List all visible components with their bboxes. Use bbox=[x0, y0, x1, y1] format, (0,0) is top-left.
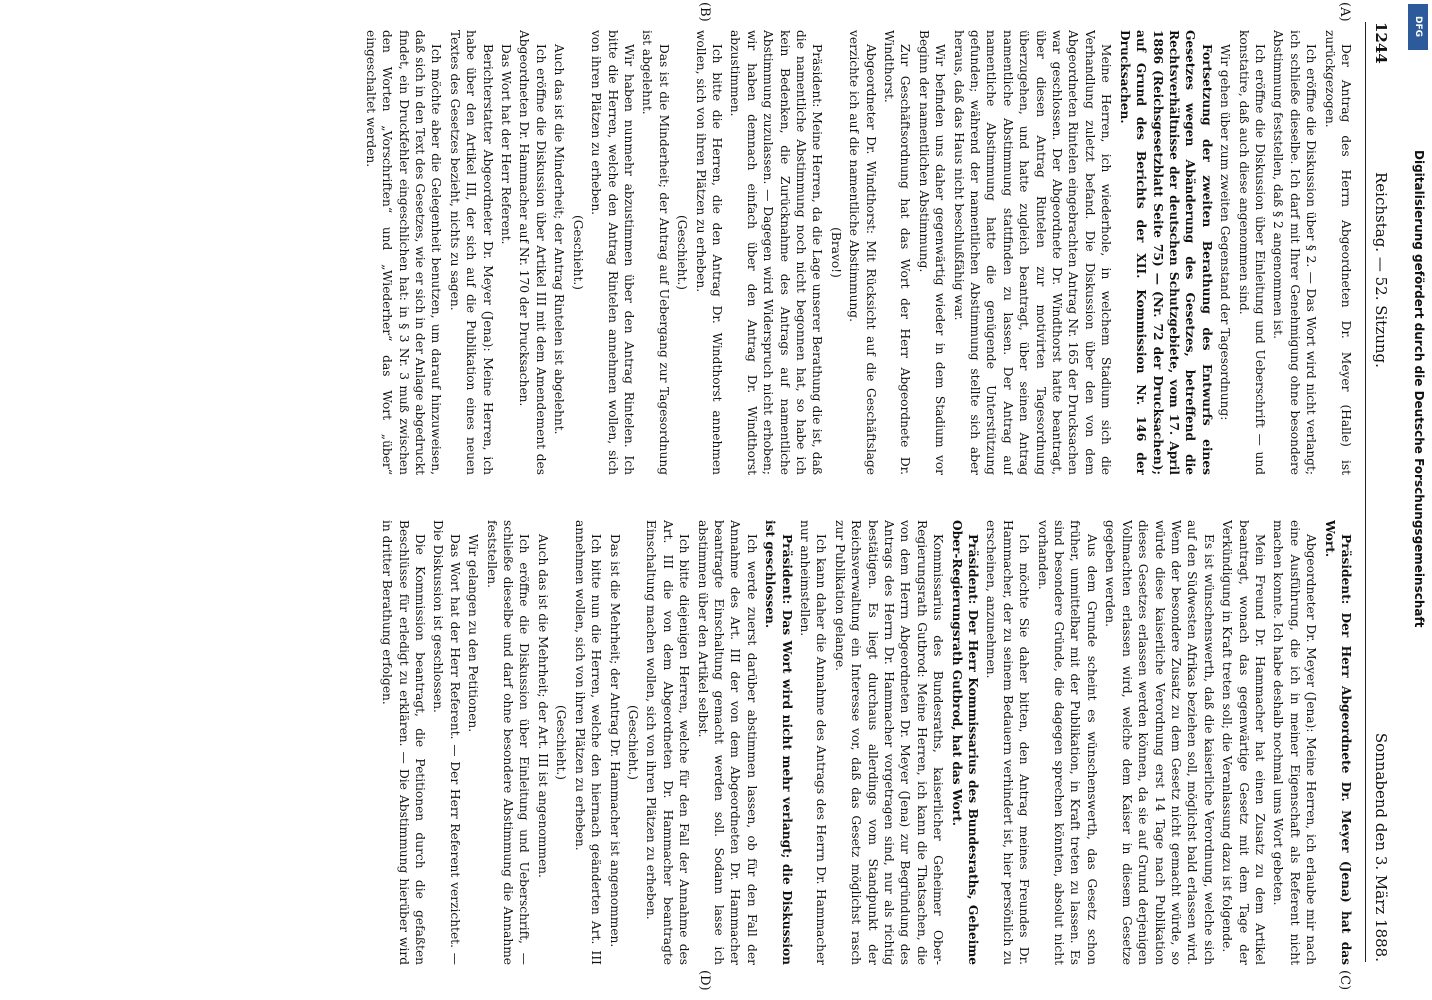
paragraph: Ich bitte diejenigen Herren, welche für den Fall der Annahme des Art. III die von dem Abgeordneten Dr. Hammacher beantragte Einschaltung machen wollen, sich von ihren Plätzen zu erheben. bbox=[644, 520, 692, 965]
left-column bbox=[44, 30, 1354, 475]
paragraph: Präsident: Der Herr Abgeordnete Dr. Meyer (Jena) hat das Wort. bbox=[1322, 520, 1353, 965]
paragraph: Kommissarius des Bundesraths, kaiserlicher Geheimer Ober-Regierungsrath Gutbrod: Meine Herren, ich kann die Thatsachen, die von dem Herrn Abgeordneten Dr. Meyer (Jena) zur Begründung des Antrags des Herrn Dr. Hammacher vorgetragen sind, nur als richtig bestätigen. Es liegt durchaus allerdings vom Standpunkt der Reichsverwaltung ein Interesse vor, daß das Gesetz möglichst rasch zur Publikation gelange. bbox=[832, 520, 946, 965]
paragraph: Wir haben nunmehr abzustimmen über den Antrag Rintelen. Ich bitte die Herren, welche den Antrag Rintelen annehmen wollen, sich von ihren Plätzen zu erheben. bbox=[589, 30, 636, 475]
paragraph: Fortsetzung der zweiten Berathung des Entwurfs eines Gesetzes wegen Abänderung des Gesetzes, betreffend die Rechtsverhältnisse der deutschen Schutzgebiete, vom 17. April 1886 (Reichsgesetzblatt Seite 75) — (Nr. 72 der Drucksachen); auf Grund des Berichts der XII. Kommission Nr. 146 der Drucksachen. bbox=[1117, 30, 1214, 475]
paragraph: Meine Herren, ich wiederhole, in welchem Stadium sich die Verhandlung zuletzt befand. Die Diskussion über den von dem Abgeordneten Rintelen eingebrachten Antrag Nr. 165 der Drucksachen war geschlossen. Der Abgeordnete Dr. Windthorst hatte beantragt, über diesen Antrag Rintelen zur motivirten Tagesordnung überzugehen, und hatte zugleich beantragt, über seinen Antrag namentliche Abstimmung stattfinden zu lassen. Der Antrag auf namentliche Abstimmung hatte die genügende Unterstützung gefunden; während der namentlichen Abstimmung stellte sich aber heraus, daß das Haus nicht beschlußfähig war. bbox=[951, 30, 1114, 475]
paragraph: Abgeordneter Dr. Windthorst: Mit Rücksicht auf die Geschäftslage verzichte ich auf die namentliche Abstimmung. bbox=[847, 30, 878, 475]
paragraph: Auch das ist die Mehrheit; der Art. III ist angenommen. bbox=[535, 534, 550, 878]
paragraph: Wir befinden uns daher gegenwärtig wieder in dem Stadium vor Beginn der namentlichen Abstimmung. bbox=[916, 30, 948, 475]
margin-marker-b: (B) bbox=[697, 2, 712, 22]
paragraph: Abgeordneter Dr. Meyer (Jena): Meine Herren, ich erlaube mir nach eine Ausführung, die ich in meiner Eigenschaft als Referent nicht machen konnte. Ich habe deshalb nochmal ums Wort gebeten. bbox=[1271, 520, 1319, 965]
margin-marker-c: (C) bbox=[1337, 970, 1352, 991]
paragraph: (Geschieht.) bbox=[570, 214, 585, 291]
paragraph: (Bravo!) bbox=[828, 227, 843, 278]
paragraph: Ich möchte Sie daher bitten, den Antrag meines Freundes Dr. Hammacher, der zu seinem Bedauern verhindert ist, hier persönlich zu erscheinen, anzunehmen. bbox=[984, 520, 1032, 965]
header-title: Reichstag. — 52. Sitzung. bbox=[1372, 172, 1390, 368]
dfg-sidebar bbox=[1404, 0, 1432, 1000]
paragraph: Wir gelangen zu den Petitionen. bbox=[466, 534, 481, 733]
margin-marker-d: (D) bbox=[697, 970, 712, 991]
header-date: Sonnabend den 3. März 1888. bbox=[1372, 732, 1390, 962]
margin-marker-a: (A) bbox=[1337, 2, 1352, 22]
paragraph: Das Wort hat der Herr Referent. — Der Herr Referent verzichtet. — Die Diskussion ist geschlossen. bbox=[431, 520, 462, 965]
funding-notice: Digitalisierung gefördert durch die Deutsche Forschungsgemeinschaft bbox=[1412, 150, 1426, 628]
paragraph: Mein Freund Dr. Hammacher hat einen Zusatz zu dem Artikel beantragt, wonach das gegenwärtige Gesetz mit dem Tage der Verkündigung in Kraft treten soll; die Veranlassung dazu ist folgende. bbox=[1220, 520, 1267, 965]
running-header bbox=[1365, 22, 1396, 962]
paragraph: Das ist die Minderheit; der Antrag auf Uebergang zur Tagesordnung ist abgelehnt. bbox=[640, 30, 671, 475]
paragraph: Präsident: Meine Herren, da die Lage unserer Berathung die ist, daß die namentliche Abstimmung noch nicht begonnen hat, so habe ich kein Bedenken, die Zurücknahme des Antrags auf namentliche Abstimmung zuzulassen. — Dagegen wird Widerspruch nicht erhoben; wir haben demnach einfach über den Antrag Dr. Windthorst abzustimmen. bbox=[728, 30, 825, 475]
right-column bbox=[44, 520, 1354, 965]
paragraph: Der Antrag des Herrn Abgeordneten Dr. Meyer (Halle) ist zurückgezogen. bbox=[1322, 30, 1353, 475]
paragraph: Zur Geschäftsordnung hat das Wort der Herr Abgeordnete Dr. Windthorst. bbox=[882, 30, 913, 475]
paragraph: Ich bitte die Herren, die den Antrag Dr. Windthorst annehmen wollen, sich von ihren Plätzen zu erheben. bbox=[693, 30, 724, 475]
paragraph: Aus dem Grunde scheint es wünschenswerth, das Gesetz schon früher, unmittelbar mit der Publikation, in Kraft treten zu lassen. Es sind besondere Gründe, die dagegen sprechen könnten, absolut nicht vorhanden. bbox=[1035, 520, 1099, 965]
paragraph: Ich eröffne die Diskussion über § 2. — Das Wort wird nicht verlangt; ich schließe dieselbe. Ich darf mit Ihrer Genehmigung ohne besondere Abstimmung feststellen, daß § 2 angenommen ist. bbox=[1271, 30, 1319, 475]
paragraph: Ich möchte aber die Gelegenheit benutzen, um darauf hinzuweisen, daß sich in den Text des Gesetzes, wie er sich in der Anlage abgedruckt findet, ein Druckfehler eingeschlichen hat: in § 3 Nr. 3 muß zwischen den Worten „Vorschriften“ und „Wiederher“ das Wort „über“ eingeschaltet werden. bbox=[363, 30, 444, 475]
paragraph: Das Wort hat der Herr Referent. bbox=[499, 44, 514, 245]
paragraph: Ich eröffne die Diskussion über Artikel III mit dem Amendement des Abgeordneten Dr. Hammacher auf Nr. 170 der Drucksachen. bbox=[517, 30, 548, 475]
paragraph: Wir gehen über zum zweiten Gegenstand der Tagesordnung: bbox=[1218, 44, 1233, 421]
paragraph: Präsident: Der Herr Kommissarius des Bundesraths, Geheime Ober-Regierungsrath Gutbrod, hat das Wort. bbox=[949, 520, 981, 965]
paragraph: Ich bitte nun die Herren, welche den hiernach geänderten Art. III annehmen wollen, sich von ihren Plätzen zu erheben. bbox=[572, 520, 604, 965]
paragraph: Es ist wünschenswerth, daß die kaiserliche Verordnung, welche sich auf den Südwesten Afrikas beziehen soll, möglichst bald erlassen wird. Wenn der besondere Zusatz zu dem Gesetz nicht gemacht würde, so würde diese kaiserliche Verordnung erst 14 Tage nach Publikation dieses Gesetzes erlassen werden können, da sie auf Grund derjenigen Vollmachten erlassen wird, welche dem Kaiser in diesem Gesetze gegeben werden. bbox=[1103, 520, 1216, 965]
paragraph: Ich werde zuerst darüber abstimmen lassen, ob für den Fall der Annahme des Art. III der von dem Abgeordneten Dr. Hammacher beantragte Einschaltung gemacht werden soll. Sodann lasse ich abstimmen über den Artikel selbst. bbox=[695, 520, 759, 965]
paragraph: (Geschieht.) bbox=[675, 214, 690, 291]
paragraph: Auch das ist die Minderheit; der Antrag Rintelen ist abgelehnt. bbox=[552, 44, 567, 435]
page-number: 1244 bbox=[1372, 22, 1390, 64]
paragraph: Präsident: Das Wort wird nicht mehr verlangt; die Diskussion ist geschlossen. bbox=[763, 520, 794, 965]
dfg-logo: DFG bbox=[1408, 4, 1428, 50]
paragraph: Ich eröffne die Diskussion über Einleitung und Ueberschrift, — schließe dieselbe und darf ohne besondere Abstimmung die Annahme feststellen. bbox=[484, 520, 532, 965]
paragraph: Das ist die Mehrheit; der Antrag Dr. Hammacher ist angenommen. bbox=[607, 534, 622, 948]
paragraph: Ich kann daher die Annahme des Antrags des Herrn Dr. Hammacher nur anheimstellen. bbox=[798, 520, 829, 965]
paragraph: Berichterstatter Abgeordneter Dr. Meyer (Jena): Meine Herren, ich habe über den Artikel III, der sich auf die Publikation eines neuen Textes des Gesetzes bezieht, nichts zu sagen. bbox=[447, 30, 495, 475]
paragraph: (Geschieht.) bbox=[554, 704, 569, 781]
paragraph: (Geschieht.) bbox=[625, 704, 640, 781]
paragraph: Die Kommission beantragt, die Petitionen durch die gefaßten Beschlüsse für erledigt zu erklären. — Die Abstimmung hierüber wird in dritter Berathung erfolgen. bbox=[380, 520, 428, 965]
paragraph: Ich eröffne die Diskussion über Einleitung und Ueberschrift — und konstatire, daß auch diese angenommen sind. bbox=[1236, 30, 1267, 475]
